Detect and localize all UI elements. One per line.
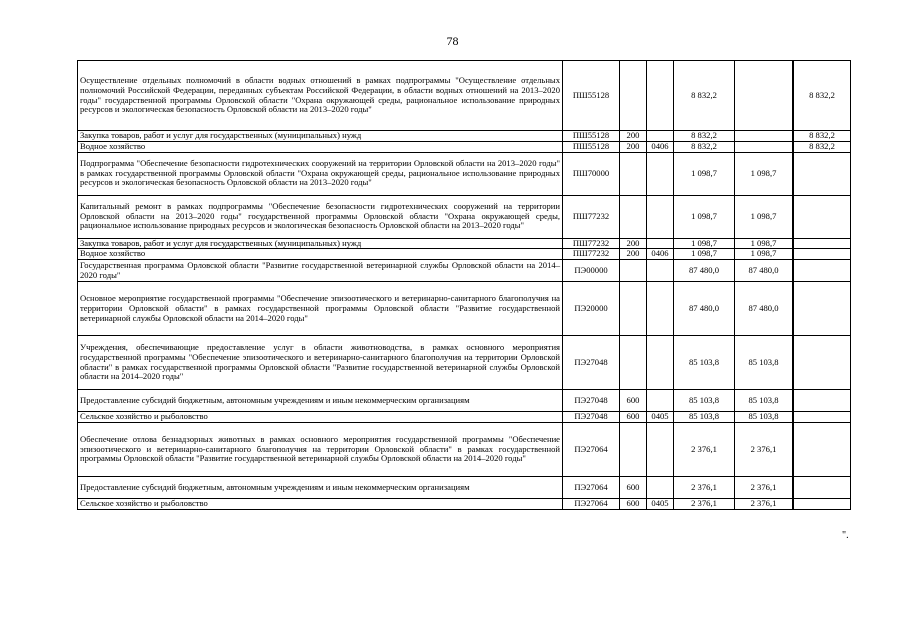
amount-column-1-cell: 1 098,7: [735, 195, 793, 238]
table-row: [78, 238, 851, 249]
target-code-cell: ПШ77232: [563, 195, 620, 238]
table-row: [78, 61, 851, 131]
amount-column-3-cell: [794, 390, 851, 412]
expense-type-cell: [620, 260, 647, 282]
table-row: [78, 249, 851, 260]
expense-type-cell: [620, 422, 647, 476]
amount-column-1-cell: [735, 141, 793, 152]
target-code-cell: ПЭ27064: [563, 476, 620, 498]
target-code-cell: ПШ70000: [563, 152, 620, 195]
table-row: [78, 195, 851, 238]
section-cell: 0406: [647, 141, 674, 152]
amount-column-3-cell: [794, 238, 851, 249]
row-name-cell: Подпрограмма "Обеспечение безопасности гидротехнических сооружений на территории Орловской области на 2013–2020 годы" в рамках государственной программы Орловской области "Охрана окружающей среды, рациональное использование природных ресурсов и экологическая безопасность Орловской области на 2013–2020 годы": [78, 152, 563, 195]
amount-column-3-cell: [794, 412, 851, 423]
amount-column-1-cell: 1 098,7: [735, 238, 793, 249]
target-code-cell: ПЭ27064: [563, 422, 620, 476]
amount-column-3-cell: [794, 476, 851, 498]
table-row: [78, 390, 851, 412]
total-amount-cell: 87 480,0: [674, 282, 735, 336]
amount-column-1-cell: 87 480,0: [735, 282, 793, 336]
expense-type-cell: 200: [620, 249, 647, 260]
amount-column-3-cell: [794, 260, 851, 282]
total-amount-cell: 1 098,7: [674, 238, 735, 249]
row-name-cell: Сельское хозяйство и рыболовство: [78, 412, 563, 423]
amount-column-3-cell: [794, 282, 851, 336]
amount-column-3-cell: [794, 422, 851, 476]
section-cell: [647, 336, 674, 390]
section-cell: [647, 282, 674, 336]
target-code-cell: ПШ55128: [563, 131, 620, 142]
section-cell: [647, 131, 674, 142]
expense-type-cell: [620, 336, 647, 390]
expense-type-cell: 200: [620, 131, 647, 142]
total-amount-cell: 85 103,8: [674, 390, 735, 412]
table-row: [78, 498, 851, 509]
total-amount-cell: 1 098,7: [674, 152, 735, 195]
expense-type-cell: 600: [620, 498, 647, 509]
amount-column-1-cell: [735, 61, 793, 131]
total-amount-cell: 85 103,8: [674, 336, 735, 390]
row-name-cell: Государственная программа Орловской области "Развитие государственной ветеринарной службы Орловской области на 2014–2020 годы": [78, 260, 563, 282]
total-amount-cell: 1 098,7: [674, 195, 735, 238]
amount-column-3-cell: [794, 249, 851, 260]
row-name-cell: Основное мероприятие государственной программы "Обеспечение эпизоотического и ветеринарно-санитарного благополучия на территории Орловской области" в рамках государственной программы Орловской области "Развитие государственной ветеринарной службы Орловской области на 2014–2020 годы": [78, 282, 563, 336]
target-code-cell: ПЭ20000: [563, 282, 620, 336]
page-number: 78: [446, 34, 459, 48]
section-cell: [647, 152, 674, 195]
budget-table: [77, 60, 851, 510]
expense-type-cell: [620, 282, 647, 336]
expense-type-cell: [620, 195, 647, 238]
target-code-cell: ПЭ27048: [563, 412, 620, 423]
row-name-cell: Осуществление отдельных полномочий в области водных отношений в рамках подпрограммы "Осуществление отдельных полномочий Российской Федерации, переданных субъектам Российской Федерации, в области водных отношений на 2013–2020 годы" государственной программы Орловской области "Охрана окружающей среды, рациональное использование природных ресурсов и экологическая безопасность Орловской области на 2013–2020 годы": [78, 61, 563, 131]
total-amount-cell: 8 832,2: [674, 141, 735, 152]
table-row: [78, 260, 851, 282]
table-row: [78, 141, 851, 152]
expense-type-cell: 600: [620, 390, 647, 412]
amount-column-1-cell: 85 103,8: [735, 412, 793, 423]
amount-column-1-cell: 85 103,8: [735, 336, 793, 390]
section-cell: [647, 61, 674, 131]
row-name-cell: Учреждения, обеспечивающие предоставление услуг в области животноводства, в рамках основного мероприятия государственной программы "Обеспечение эпизоотического и ветеринарно-санитарного благополучия на территории Орловской области" в рамках государственной программы Орловской области "Развитие государственной ветеринарной службы Орловской области на 2014–2020 годы": [78, 336, 563, 390]
amount-column-3-cell: 8 832,2: [794, 61, 851, 131]
expense-type-cell: 200: [620, 141, 647, 152]
total-amount-cell: 85 103,8: [674, 412, 735, 423]
section-cell: 0406: [647, 249, 674, 260]
amount-column-3-cell: [794, 152, 851, 195]
expense-type-cell: [620, 152, 647, 195]
expense-type-cell: 200: [620, 238, 647, 249]
amount-column-3-cell: [794, 195, 851, 238]
section-cell: [647, 422, 674, 476]
target-code-cell: ПЭ00000: [563, 260, 620, 282]
total-amount-cell: 1 098,7: [674, 249, 735, 260]
amount-column-1-cell: 85 103,8: [735, 390, 793, 412]
total-amount-cell: 8 832,2: [674, 131, 735, 142]
row-name-cell: Водное хозяйство: [78, 249, 563, 260]
table-row: [78, 336, 851, 390]
total-amount-cell: 2 376,1: [674, 476, 735, 498]
row-name-cell: Сельское хозяйство и рыболовство: [78, 498, 563, 509]
target-code-cell: ПШ77232: [563, 238, 620, 249]
amount-column-3-cell: 8 832,2: [794, 131, 851, 142]
target-code-cell: ПЭ27048: [563, 336, 620, 390]
row-name-cell: Предоставление субсидий бюджетным, автономным учреждениям и иным некоммерческим организациям: [78, 476, 563, 498]
table-row: [78, 282, 851, 336]
closing-quote: ".: [842, 530, 849, 541]
expense-type-cell: 600: [620, 412, 647, 423]
table-row: [78, 422, 851, 476]
table-row: [78, 476, 851, 498]
section-cell: 0405: [647, 412, 674, 423]
amount-column-1-cell: 87 480,0: [735, 260, 793, 282]
amount-column-1-cell: 2 376,1: [735, 498, 793, 509]
row-name-cell: Обеспечение отлова безнадзорных животных в рамках основного мероприятия государственной программы "Обеспечение эпизоотического и ветеринарно-санитарного благополучия на территории Орловской области" в рамках государственной программы Орловской области "Развитие государственной ветеринарной службы Орловской области на 2014–2020 годы": [78, 422, 563, 476]
total-amount-cell: 2 376,1: [674, 422, 735, 476]
expense-type-cell: 600: [620, 476, 647, 498]
target-code-cell: ПШ55128: [563, 61, 620, 131]
total-amount-cell: 2 376,1: [674, 498, 735, 509]
amount-column-1-cell: 2 376,1: [735, 422, 793, 476]
row-name-cell: Закупка товаров, работ и услуг для государственных (муниципальных) нужд: [78, 131, 563, 142]
row-name-cell: Предоставление субсидий бюджетным, автономным учреждениям и иным некоммерческим организациям: [78, 390, 563, 412]
target-code-cell: ПЭ27048: [563, 390, 620, 412]
table-row: [78, 412, 851, 423]
total-amount-cell: 87 480,0: [674, 260, 735, 282]
target-code-cell: ПЭ27064: [563, 498, 620, 509]
section-cell: [647, 195, 674, 238]
amount-column-3-cell: [794, 498, 851, 509]
expense-type-cell: [620, 61, 647, 131]
amount-column-1-cell: [735, 131, 793, 142]
section-cell: [647, 390, 674, 412]
amount-column-1-cell: 2 376,1: [735, 476, 793, 498]
amount-column-1-cell: 1 098,7: [735, 152, 793, 195]
target-code-cell: ПШ55128: [563, 141, 620, 152]
table-body: [78, 61, 851, 510]
row-name-cell: Водное хозяйство: [78, 141, 563, 152]
section-cell: [647, 260, 674, 282]
table-row: [78, 152, 851, 195]
section-cell: [647, 238, 674, 249]
table-row: [78, 131, 851, 142]
amount-column-3-cell: [794, 336, 851, 390]
amount-column-1-cell: 1 098,7: [735, 249, 793, 260]
row-name-cell: Капитальный ремонт в рамках подпрограммы "Обеспечение безопасности гидротехнических сооружений на территории Орловской области на 2013–2020 годы" государственной программы Орловской области "Охрана окружающей среды, рациональное использование природных ресурсов и экологическая безопасность Орловской области на 2013–2020 годы": [78, 195, 563, 238]
amount-column-3-cell: 8 832,2: [794, 141, 851, 152]
target-code-cell: ПШ77232: [563, 249, 620, 260]
total-amount-cell: 8 832,2: [674, 61, 735, 131]
section-cell: [647, 476, 674, 498]
row-name-cell: Закупка товаров, работ и услуг для государственных (муниципальных) нужд: [78, 238, 563, 249]
section-cell: 0405: [647, 498, 674, 509]
